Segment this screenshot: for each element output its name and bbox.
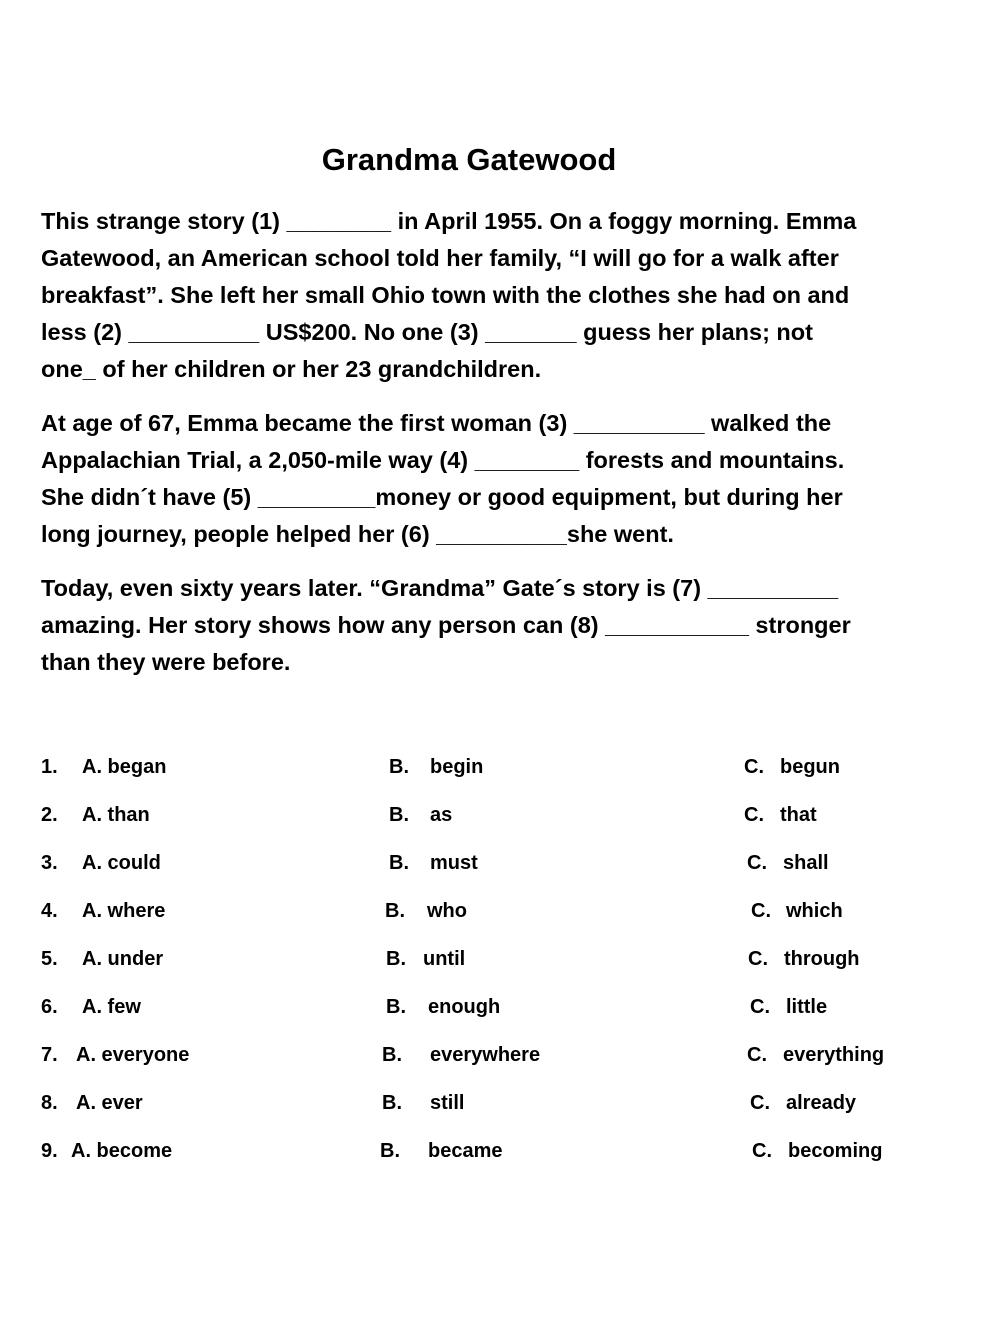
option-b-letter: B. <box>389 852 409 874</box>
option-b-letter: B. <box>380 1140 400 1162</box>
question-number: 3. <box>41 852 58 874</box>
option-c-letter: C. <box>747 852 767 874</box>
question-number: 9. <box>41 1140 58 1162</box>
option-c-letter: C. <box>744 756 764 778</box>
option-c: through <box>784 948 860 970</box>
question-number: 8. <box>41 1092 58 1114</box>
option-c-letter: C. <box>752 1140 772 1162</box>
option-c-letter: C. <box>747 1044 767 1066</box>
question-row <box>0 852 994 882</box>
option-a: A. ever <box>76 1092 143 1114</box>
paragraph-line: amazing. Her story shows how any person can (8) ___________ stronger <box>41 612 851 638</box>
option-b-letter: B. <box>386 948 406 970</box>
paragraph-line: breakfast”. She left her small Ohio town with the clothes she had on and <box>41 282 850 308</box>
paragraph-line: She didn´t have (5) _________money or good equipment, but during her <box>41 484 843 510</box>
option-b-letter: B. <box>386 996 406 1018</box>
option-b: must <box>430 852 478 874</box>
option-b-letter: B. <box>389 756 409 778</box>
option-b-letter: B. <box>382 1044 402 1066</box>
question-number: 7. <box>41 1044 58 1066</box>
option-c-letter: C. <box>748 948 768 970</box>
option-c-letter: C. <box>750 1092 770 1114</box>
option-b: became <box>428 1140 503 1162</box>
option-c-letter: C. <box>744 804 764 826</box>
paragraph-line: This strange story (1) ________ in April 1955. On a foggy morning. Emma <box>41 208 857 234</box>
option-a: A. everyone <box>76 1044 190 1066</box>
question-row <box>0 900 994 930</box>
option-c: everything <box>783 1044 885 1066</box>
option-c-letter: C. <box>751 900 771 922</box>
paragraph-line: one_ of her children or her 23 grandchildren. <box>41 356 542 382</box>
question-number: 1. <box>41 756 58 778</box>
option-c: begun <box>780 756 840 778</box>
question-row <box>0 804 994 834</box>
option-b: who <box>427 900 467 922</box>
question-row <box>0 1044 994 1074</box>
paragraph-line: than they were before. <box>41 649 291 675</box>
option-b-letter: B. <box>385 900 405 922</box>
paragraph-line: Gatewood, an American school told her family, “I will go for a walk after <box>41 245 839 271</box>
option-a: A. began <box>82 756 167 778</box>
question-row <box>0 1092 994 1122</box>
question-row <box>0 996 994 1026</box>
option-b: enough <box>428 996 501 1018</box>
paragraph-line: long journey, people helped her (6) __________she went. <box>41 521 674 547</box>
paragraph-line: At age of 67, Emma became the first woman (3) __________ walked the <box>41 410 832 436</box>
option-b-letter: B. <box>389 804 409 826</box>
option-b: until <box>423 948 466 970</box>
story-paragraph-2 <box>41 405 911 553</box>
option-c: that <box>780 804 817 826</box>
option-c-letter: C. <box>750 996 770 1018</box>
option-c: becoming <box>788 1140 883 1162</box>
paragraph-line: Today, even sixty years later. “Grandma” Gate´s story is (7) __________ <box>41 575 839 601</box>
page-title: Grandma Gatewood <box>321 142 617 177</box>
option-a: A. few <box>82 996 141 1018</box>
option-a: A. than <box>82 804 150 826</box>
question-number: 6. <box>41 996 58 1018</box>
question-number: 4. <box>41 900 58 922</box>
option-a: A. under <box>82 948 164 970</box>
question-row <box>0 756 994 786</box>
question-number: 5. <box>41 948 58 970</box>
story-paragraph-1 <box>41 203 911 388</box>
option-b: begin <box>430 756 484 778</box>
question-number: 2. <box>41 804 58 826</box>
option-b: still <box>430 1092 465 1114</box>
story-paragraph-3 <box>41 570 911 681</box>
question-row <box>0 1140 994 1170</box>
option-c: which <box>786 900 843 922</box>
option-b: everywhere <box>430 1044 541 1066</box>
option-b: as <box>430 804 453 826</box>
paragraph-line: less (2) __________ US$200. No one (3) _______ guess her plans; not <box>41 319 813 345</box>
option-a: A. could <box>82 852 161 874</box>
option-c: little <box>786 996 828 1018</box>
option-a: A. become <box>71 1140 173 1162</box>
option-c: shall <box>783 852 829 874</box>
question-row <box>0 948 994 978</box>
option-a: A. where <box>82 900 166 922</box>
option-b-letter: B. <box>382 1092 402 1114</box>
option-c: already <box>786 1092 857 1114</box>
paragraph-line: Appalachian Trial, a 2,050-mile way (4) ________ forests and mountains. <box>41 447 845 473</box>
